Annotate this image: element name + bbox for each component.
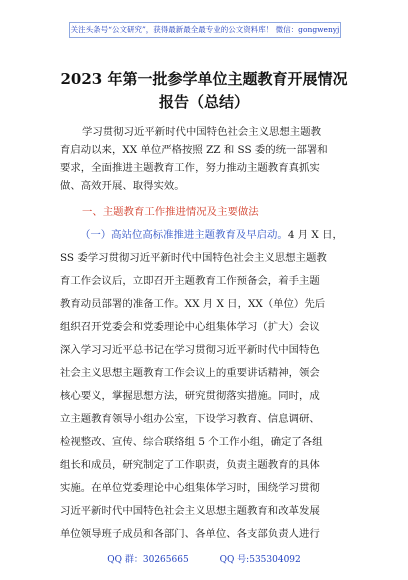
footer-qq: QQ 号:535304092 — [219, 555, 301, 565]
subsection-heading-tail: 4 月 X 日， — [287, 229, 343, 241]
paragraph-1-line: 要求，全面推进主题教育工作，努力推动主题教育真抓实 — [60, 162, 320, 174]
paragraph-2-line: 单位领导班子成员和各部门、各单位、各支部负责人进行 — [60, 528, 320, 540]
paragraph-2-line: 立主题教育领导小组办公室，下设学习教育、信息调研、 — [60, 413, 320, 425]
document-title-line-2: 报告（总结） — [158, 93, 249, 111]
paragraph-2-line: 育工作会议后，立即召开主题教育工作预备会，着手主题 — [60, 275, 320, 287]
paragraph-1-line: 学习贯彻习近平新时代中国特色社会主义思想主题教 — [82, 126, 321, 138]
subsection-heading-line — [80, 226, 343, 244]
document-title-line-1: 2023 年第一批参学单位主题教育开展情况 — [60, 70, 348, 88]
section-heading: 一、主题教育工作推进情况及主要做法 — [82, 206, 259, 218]
paragraph-1-line: 做、高效开展、取得实效。 — [60, 180, 185, 192]
paragraph-2-line: 组织召开党委会和党委理论中心组集体学习（扩大）会议 — [60, 321, 320, 333]
paragraph-2-line: SS 委学习贯彻习近平新时代中国特色社会主义思想主题教 — [60, 252, 327, 264]
paragraph-2-line: 教育动员部署的准备工作。XX 月 X 日，XX（单位）先后 — [60, 298, 326, 310]
paragraph-2-line: 深入学习习近平总书记在学习贯彻习近平新时代中国特色 — [60, 344, 320, 356]
paragraph-2-line: 习近平新时代中国特色社会主义思想主题教育和改革发展 — [60, 505, 320, 517]
paragraph-2-line: 社会主义思想主题教育工作会议上的重要讲话精神，领会 — [60, 367, 320, 379]
promo-banner: 关注头条号“公文研究”，获得最新最全最专业的公文资料库！ 微信：gongwenyj — [69, 22, 341, 38]
paragraph-1-line: 育启动以来，XX 单位严格按照 ZZ 和 SS 委的统一部署和 — [60, 144, 328, 156]
footer — [0, 552, 408, 565]
paragraph-2-line: 核心要义，掌握思想方法，研究贯彻落实措施。同时，成 — [60, 390, 320, 402]
paragraph-2-line: 检视整改、宣传、综合联络组 5 个工作小组，确定了各组 — [60, 436, 323, 448]
paragraph-2-line: 实施。在单位党委理论中心组集体学习时，围绕学习贯彻 — [60, 482, 320, 494]
footer-qq-group: QQ 群：30265665 — [107, 555, 189, 565]
subsection-heading: （一）高站位高标准推进主题教育及早启动。 — [80, 229, 288, 241]
paragraph-2-line: 组长和成员，研究制定了工作职责，负责主题教育的具体 — [60, 459, 320, 471]
